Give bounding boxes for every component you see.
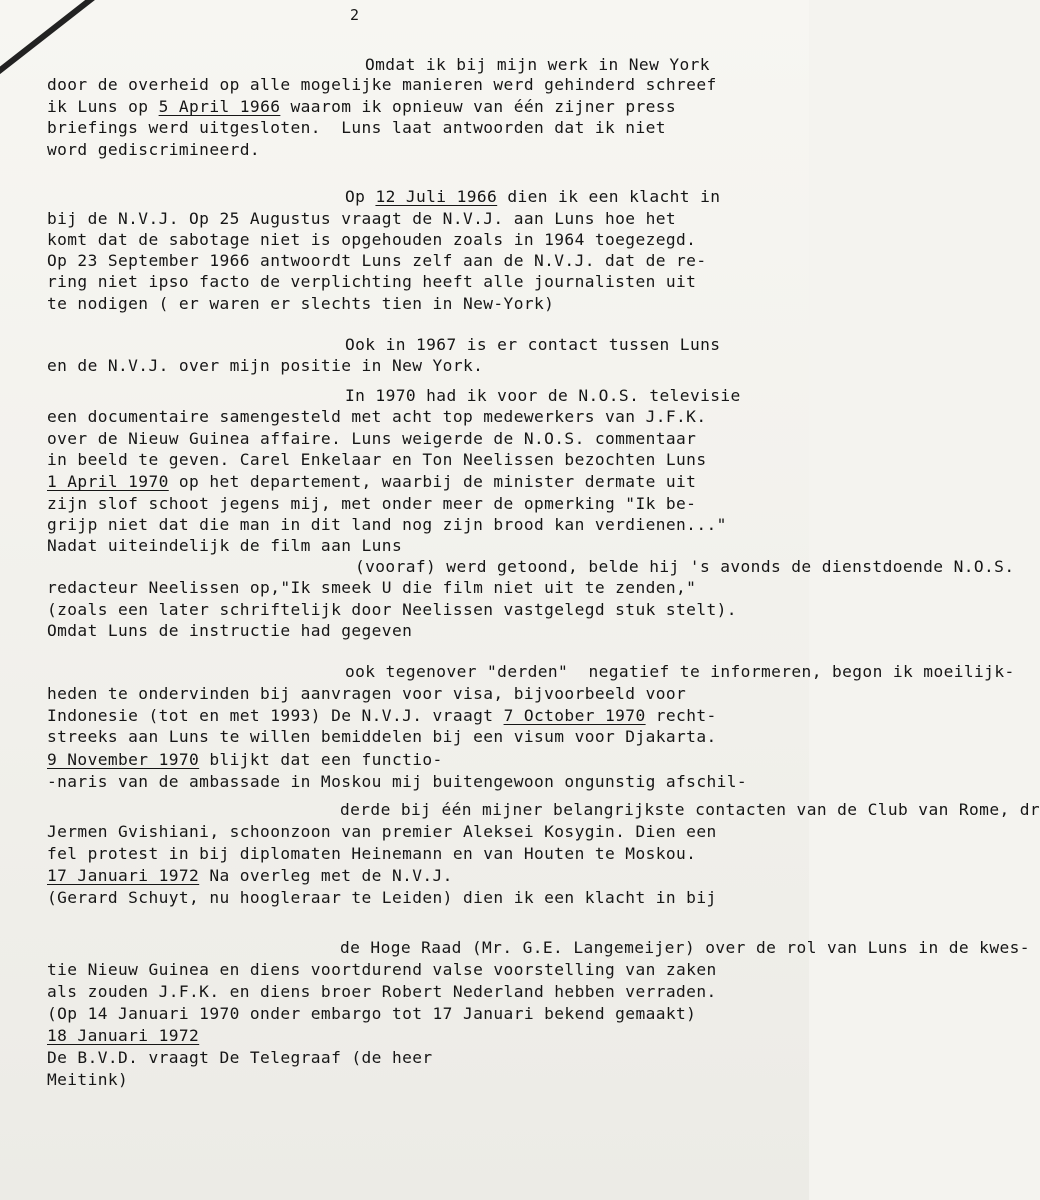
underlined-date: 5 April 1966 bbox=[158, 97, 281, 116]
underlined-date: 18 Januari 1972 bbox=[47, 1026, 200, 1045]
text-line: grijp niet dat die man in dit land nog zijn brood kan verdienen..." bbox=[47, 515, 727, 534]
text-line: Omdat ik bij mijn werk in New York bbox=[365, 55, 710, 74]
text-line: over de Nieuw Guinea affaire. Luns weigerde de N.O.S. commentaar bbox=[47, 429, 697, 448]
text-segment: ik Luns op bbox=[47, 97, 159, 116]
text-line: word gediscrimineerd. bbox=[47, 140, 261, 159]
text-line: De B.V.D. vraagt De Telegraaf (de heer bbox=[47, 1048, 433, 1067]
text-segment: recht- bbox=[645, 706, 717, 725]
text-segment: Na overleg met de N.V.J. bbox=[199, 866, 453, 885]
text-line: streeks aan Luns te willen bemiddelen bij een visum voor Djakarta. bbox=[47, 727, 717, 746]
text-line: (Gerard Schuyt, nu hoogleraar te Leiden) dien ik een klacht in bij bbox=[47, 888, 717, 907]
text-segment: op het departement, waarbij de minister dermate uit bbox=[168, 472, 697, 491]
text-line: komt dat de sabotage niet is opgehouden zoals in 1964 toegezegd. bbox=[47, 230, 697, 249]
text-line: zijn slof schoot jegens mij, met onder meer de opmerking "Ik be- bbox=[47, 494, 697, 513]
text-line: (zoals een later schriftelijk door Neelissen vastgelegd stuk stelt). bbox=[47, 600, 737, 619]
text-line: redacteur Neelissen op,"Ik smeek U die film niet uit te zenden," bbox=[47, 578, 697, 597]
text-line: een documentaire samengesteld met acht top medewerkers van J.F.K. bbox=[47, 407, 707, 426]
text-line: de Hoge Raad (Mr. G.E. Langemeijer) over de rol van Luns in de kwes- bbox=[340, 938, 1030, 957]
text-line: als zouden J.F.K. en diens broer Robert Nederland hebben verraden. bbox=[47, 982, 717, 1001]
text-line: tie Nieuw Guinea en diens voortdurend valse voorstelling van zaken bbox=[47, 960, 717, 979]
text-line: fel protest in bij diplomaten Heinemann en van Houten te Moskou. bbox=[47, 844, 697, 863]
text-line: bij de N.V.J. Op 25 Augustus vraagt de N.V.J. aan Luns hoe het bbox=[47, 209, 677, 228]
text-line: -naris van de ambassade in Moskou mij buitengewoon ongunstig afschil- bbox=[47, 772, 748, 791]
text-line: Omdat Luns de instructie had gegeven bbox=[47, 621, 413, 640]
text-line: heden te ondervinden bij aanvragen voor visa, bijvoorbeeld voor bbox=[47, 684, 687, 703]
text-line: briefings werd uitgesloten. Luns laat antwoorden dat ik niet bbox=[47, 118, 666, 137]
text-line bbox=[47, 472, 696, 492]
text-segment: Op bbox=[345, 187, 376, 206]
text-segment: dien ik een klacht in bbox=[497, 187, 721, 206]
text-line: Ook in 1967 is er contact tussen Luns bbox=[345, 335, 721, 354]
text-line: ook tegenover "derden" negatief te informeren, begon ik moeilijk- bbox=[345, 662, 1015, 681]
text-line: te nodigen ( er waren er slechts tien in New-York) bbox=[47, 294, 555, 313]
text-line: Meitink) bbox=[47, 1070, 129, 1089]
text-line: (vooraf) werd getoond, belde hij 's avonds de dienstdoende N.O.S. bbox=[355, 557, 1015, 576]
text-line: Jermen Gvishiani, schoonzoon van premier Aleksei Kosygin. Dien een bbox=[47, 822, 717, 841]
text-line bbox=[47, 706, 717, 726]
text-line: Nadat uiteindelijk de film aan Luns bbox=[47, 536, 403, 555]
text-segment: waarom ik opnieuw van één zijner press bbox=[280, 97, 677, 116]
text-line bbox=[345, 187, 720, 207]
text-line: derde bij één mijner belangrijkste contacten van de Club van Rome, dr bbox=[340, 800, 1040, 819]
underlined-date: 12 Juli 1966 bbox=[375, 187, 498, 206]
text-line bbox=[47, 97, 676, 117]
underlined-date: 17 Januari 1972 bbox=[47, 866, 200, 885]
page-number: 2 bbox=[350, 6, 360, 24]
text-line: ring niet ipso facto de verplichting heeft alle journalisten uit bbox=[47, 272, 697, 291]
text-line bbox=[47, 750, 443, 770]
text-line bbox=[47, 1026, 199, 1046]
text-line: Op 23 September 1966 antwoordt Luns zelf aan de N.V.J. dat de re- bbox=[47, 251, 707, 270]
text-segment: blijkt dat een functio- bbox=[199, 750, 443, 769]
text-segment: Indonesie (tot en met 1993) De N.V.J. vraagt bbox=[47, 706, 504, 725]
text-line: In 1970 had ik voor de N.O.S. televisie bbox=[345, 386, 741, 405]
text-line bbox=[47, 866, 453, 886]
text-line: (Op 14 Januari 1970 onder embargo tot 17 Januari bekend gemaakt) bbox=[47, 1004, 697, 1023]
text-line: door de overheid op alle mogelijke manieren werd gehinderd schreef bbox=[47, 75, 717, 94]
text-line: in beeld te geven. Carel Enkelaar en Ton Neelissen bezochten Luns bbox=[47, 450, 707, 469]
underlined-date: 1 April 1970 bbox=[47, 472, 169, 491]
underlined-date: 7 October 1970 bbox=[503, 706, 646, 725]
underlined-date: 9 November 1970 bbox=[47, 750, 200, 769]
text-line: en de N.V.J. over mijn positie in New York. bbox=[47, 356, 484, 375]
